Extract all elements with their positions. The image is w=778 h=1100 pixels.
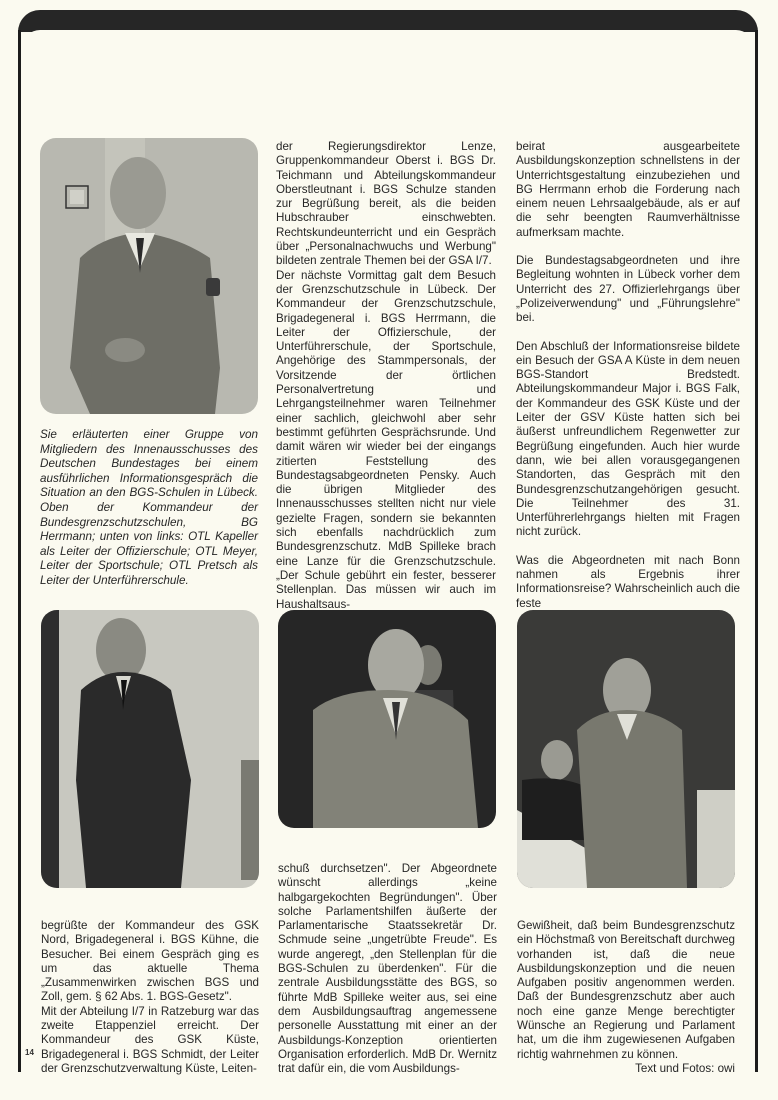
page-frame-top-bar <box>18 10 758 32</box>
article-column-bottom-right <box>517 919 735 1076</box>
article-paragraph: Mit der Abteilung I/7 in Ratzeburg war das zweite Etappenziel erreicht. Der Kommandeur des GSK Küste, Brigadegeneral i. BGS Schmidt, der Leiter der Grenzschutzverwaltung Küste, Leiten- <box>41 1004 259 1075</box>
page-frame-left-border <box>18 30 21 1072</box>
caption-text: Sie erläuterten einer Gruppe von Mitgliedern des Innenausschusses des Deutschen Bundestages bei einem ausführlichen Informationsgespräch die Situation an den BGS-Schulen in Lübeck. Oben der Kommandeur der Bundesgrenzschutzschulen, BG Herrmann; unten von links: OTL Kapeller als Leiter der Offizierschule; OTL Meyer, Leiter der Sportschule; OTL Pretsch als Leiter der Unterführerschule. <box>40 428 258 587</box>
article-paragraph: begrüßte der Kommandeur des GSK Nord, Brigadegeneral i. BGS Kühne, die Besucher. Bei einem Gespräch ging es um das aktuelle Thema „Zusammenwirken zwischen BGS und Zoll, gem. § 62 Abs. 1. BGS-Gesetz". <box>41 919 259 1004</box>
article-column-bottom-center <box>278 862 497 1076</box>
photo-bottom-center <box>278 610 496 828</box>
article-paragraph: der Regierungsdirektor Lenze, Gruppenkommandeur Oberst i. BGS Dr. Teichmann und Abteilungskommandeur Oberstleutnant i. BGS Schulze standen zur Begrüßung bereit, als die beiden Hubschrauber einschwebten. Rechtskundeunterricht und ein Gespräch über „Personalnachwuchs und Werbung" bildeten zentrale Themen bei der GSA I/7. <box>276 140 496 268</box>
article-column-top-right <box>516 140 740 611</box>
portrait-officer-kapeller <box>41 610 259 888</box>
portrait-officer-pretsch <box>517 610 735 888</box>
page-number: 14 <box>25 1048 34 1057</box>
portrait-officer-herrmann <box>40 138 258 414</box>
article-paragraph: beirat ausgearbeitete Ausbildungskonzeption schnellstens in der Unterrichtsgestaltung einzubeziehen und BG Herrmann erhob die Forderung nach einem neuen Lehrsaalgebäude, als er auf die sehr beengten Raumverhältnisse aufmerksam machte. <box>516 140 740 239</box>
article-column-top-center <box>276 140 496 612</box>
article-paragraph: Was die Abgeordneten mit nach Bonn nahmen als Ergebnis ihrer Informationsreise? Wahrscheinlich auch die feste <box>516 553 740 610</box>
article-paragraph: schuß durchsetzen". Der Abgeordnete wünscht allerdings „keine halbgargekochten Begründungen". Über solche Parlamentshilfen äußerte der Parlamentarische Staatssekretär Dr. Schmude seine „ungetrübte Freude". Es wurde angeregt, „den Stellenplan für die BGS-Schulen zu überdenken". Für die zentrale Ausbildungsstätte des BGS, so führte MdB Spilleke weiter aus, sei eine dem Ausbildungsauftrag angemessene personelle Ausstattung mit einer an der Ausbildungs-Konzeption orientierten Organisation erforderlich. MdB Dr. Wernitz trat dafür ein, die vom Ausbildungs- <box>278 862 497 1076</box>
page-frame-top-inner <box>22 30 754 60</box>
photo-bottom-right <box>517 610 735 888</box>
page-frame-right-border <box>755 30 758 1072</box>
photo-credit: Text und Fotos: owi <box>635 1061 735 1075</box>
article-column-bottom-left <box>41 919 259 1076</box>
portrait-officer-meyer <box>278 610 496 828</box>
article-paragraph: Gewißheit, daß beim Bundesgrenzschutz ein Höchstmaß von Bereitschaft durchweg vorhanden ist, daß die neue Ausbildungskonzeption und die neuen Aufgaben positiv angenommen werden. Daß der Bundesgrenzschutz aber auch noch eine ganze Menge berechtigter Wünsche an Regierung und Parlament hat, um die ihm zugewiesenen Aufgaben richtig wahrnehmen zu können. <box>517 919 735 1061</box>
article-paragraph: Den Abschluß der Informationsreise bildete ein Besuch der GSA A Küste in dem neuen BGS-Standort Bredstedt. Abteilungskommandeur Major i. BGS Falk, der Kommandeur des GSK Küste und der Leiter der GSV Küste hatten sich bei äußerst unfreundlichem Regenwetter zur Begrüßung eingefunden. Auch hier wurde dann, wie bei allen vorausgegangenen Standorten, das Gespräch mit den Bundesgrenzschutzangehörigen gesucht. Die Teilnehmer des 31. Unterführerlehrgangs hielten mit Fragen nicht zurück. <box>516 339 740 539</box>
article-paragraph: Die Bundestagsabgeordneten und ihre Begleitung wohnten in Lübeck vorher dem Unterricht des 27. Offizierlehrgangs über „Polizeiverwendung" und „Führungslehre" bei. <box>516 254 740 325</box>
photo-caption <box>40 428 258 589</box>
photo-top-left <box>40 138 258 414</box>
article-paragraph: Der nächste Vormittag galt dem Besuch der Grenzschutzschule in Lübeck. Der Kommandeur der Grenzschutzschule, Brigadegeneral i. BGS Herrmann, die Leiter der Offizierschule, der Unterführerschule, der Sportschule, Angehörige des Stammpersonals, der Vorsitzende der örtlichen Personalvertretung und Lehrgangsteilnehmer waren Teilnehmer einer sachlich, gleichwohl aber sehr bestimmt geführten Gesprächsrunde. Und damit wären wir wieder bei der eingangs zitierten Feststellung des Bundestagsabgeordneten Pensky. Auch die übrigen Mitglieder des Innenausschusses stellten nicht nur viele gezielte Fragen, sondern sie bekannten sich ebenfalls nachdrücklich zum Bundesgrenzschutz. MdB Spilleke brach eine Lanze für die Grenzschutzschule. „Der Schule gebührt ein fester, besserer Stellenplan. Das müssen wir auch im Haushaltsaus- <box>276 268 496 611</box>
photo-bottom-left <box>41 610 259 888</box>
